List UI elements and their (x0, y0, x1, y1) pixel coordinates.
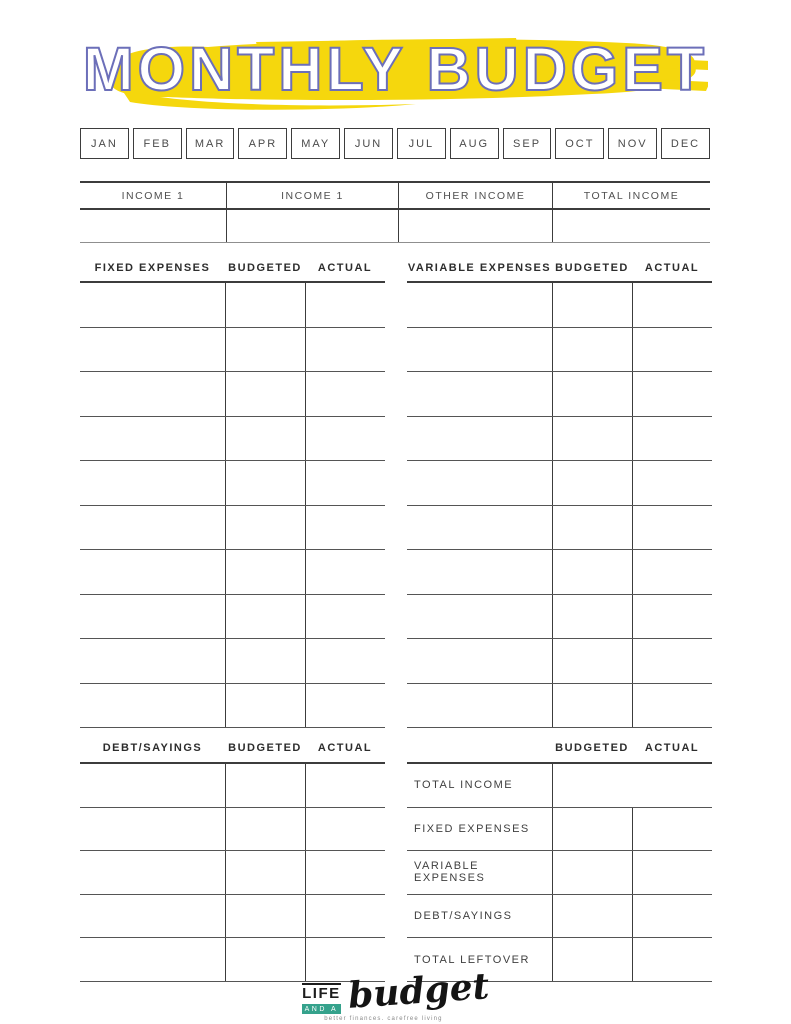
table-row (407, 417, 712, 462)
table-row (407, 639, 712, 684)
month-nov: NOV (608, 128, 657, 159)
name-cell (407, 417, 552, 461)
actual-cell (305, 372, 385, 416)
debt-savings-title: DEBT/SAYINGS (102, 741, 203, 754)
summary-row-label: FIXED EXPENSES (414, 822, 530, 835)
actual-cell (305, 283, 385, 327)
name-cell (80, 639, 225, 683)
name-cell (80, 684, 225, 728)
name-cell (407, 639, 552, 683)
name-cell (80, 595, 225, 639)
month-aug: AUG (450, 128, 499, 159)
table-row (80, 851, 385, 895)
table-row (407, 550, 712, 595)
logo-tagline: better finances. carefree living (324, 1015, 443, 1022)
name-cell (407, 328, 552, 372)
summary-row (407, 764, 712, 808)
actual-column-header: ACTUAL (317, 261, 373, 274)
budgeted-column-header: BUDGETED (228, 741, 302, 754)
table-row (80, 417, 385, 462)
month-dec: DEC (661, 128, 710, 159)
actual-cell (305, 684, 385, 728)
table-row (80, 283, 385, 328)
budgeted-cell (225, 506, 305, 550)
table-row (80, 808, 385, 852)
summary-header (407, 740, 712, 755)
month-jul: JUL (397, 128, 446, 159)
variable-expenses-section (407, 260, 712, 728)
budgeted-cell (552, 506, 632, 550)
brand-logo (0, 965, 791, 1022)
budgeted-cell (552, 328, 632, 372)
summary-row-label: DEBT/SAYINGS (414, 910, 513, 923)
total-income-value-cell (553, 210, 710, 242)
actual-cell (305, 461, 385, 505)
budgeted-cell (552, 808, 632, 851)
name-cell (80, 372, 225, 416)
page-title: MONTHLY BUDGET (82, 35, 709, 103)
summary-grid (407, 762, 712, 982)
debt-savings-grid (80, 762, 385, 982)
month-apr: APR (238, 128, 287, 159)
table-row (80, 372, 385, 417)
actual-column-header: ACTUAL (644, 261, 700, 274)
name-cell (407, 684, 552, 728)
budgeted-cell (225, 461, 305, 505)
table-row (80, 506, 385, 551)
budgeted-column-header: BUDGETED (555, 741, 629, 754)
income-header-1: INCOME 1 (80, 183, 227, 210)
summary-row-label: TOTAL LEFTOVER (414, 953, 530, 966)
name-cell (80, 461, 225, 505)
table-row (407, 684, 712, 729)
table-row (407, 461, 712, 506)
budgeted-cell (225, 283, 305, 327)
fixed-expenses-grid (80, 281, 385, 728)
actual-cell (305, 764, 385, 807)
title-banner (0, 0, 791, 120)
name-cell (407, 506, 552, 550)
table-row (80, 764, 385, 808)
actual-cell (632, 506, 712, 550)
other-income-value-cell (399, 210, 553, 242)
table-row (80, 895, 385, 939)
table-row (407, 372, 712, 417)
name-cell (407, 372, 552, 416)
budgeted-cell (552, 895, 632, 938)
budgeted-cell (552, 417, 632, 461)
actual-cell (632, 851, 712, 894)
name-cell (80, 808, 225, 851)
month-feb: FEB (133, 128, 182, 159)
budgeted-column-header: BUDGETED (228, 261, 302, 274)
debt-savings-section (80, 740, 385, 982)
fixed-expenses-header (80, 260, 385, 275)
variable-expenses-title: VARIABLE EXPENSES (407, 261, 552, 274)
fixed-expenses-title: FIXED EXPENSES (94, 261, 211, 274)
actual-cell (632, 684, 712, 728)
logo-row (302, 965, 491, 1017)
name-cell (407, 550, 552, 594)
income-header-2: INCOME 1 (227, 183, 399, 210)
logo-and-a-badge: AND A (302, 1004, 341, 1014)
variable-expenses-grid (407, 281, 712, 728)
actual-cell (305, 595, 385, 639)
table-row (80, 328, 385, 373)
budgeted-cell (552, 372, 632, 416)
budgeted-cell (225, 328, 305, 372)
actual-cell (305, 808, 385, 851)
summary-row-label: VARIABLE EXPENSES (414, 860, 486, 885)
actual-cell (632, 417, 712, 461)
budgeted-cell (552, 639, 632, 683)
actual-cell (305, 506, 385, 550)
budgeted-cell (225, 550, 305, 594)
name-cell (80, 550, 225, 594)
income-value-cell (227, 210, 399, 242)
budgeted-cell (225, 595, 305, 639)
table-row (407, 595, 712, 640)
table-row (80, 595, 385, 640)
table-row (80, 684, 385, 729)
summary-row (407, 808, 712, 852)
actual-cell (632, 283, 712, 327)
actual-cell (305, 639, 385, 683)
budgeted-column-header: BUDGETED (555, 261, 629, 274)
total-income-header: TOTAL INCOME (553, 183, 710, 210)
budgeted-cell (552, 764, 632, 807)
actual-cell (632, 764, 712, 807)
table-row (407, 328, 712, 373)
budgeted-cell (225, 639, 305, 683)
budgeted-cell (552, 461, 632, 505)
budgeted-cell (225, 764, 305, 807)
month-sep: SEP (503, 128, 552, 159)
month-oct: OCT (555, 128, 604, 159)
summary-row (407, 851, 712, 895)
table-row (80, 639, 385, 684)
logo-life-text: LIFE (302, 985, 341, 1002)
actual-cell (305, 328, 385, 372)
table-row (407, 283, 712, 328)
table-row (80, 550, 385, 595)
actual-cell (632, 328, 712, 372)
actual-cell (305, 895, 385, 938)
fixed-expenses-section (80, 260, 385, 728)
actual-cell (305, 550, 385, 594)
actual-cell (632, 461, 712, 505)
actual-column-header: ACTUAL (317, 741, 373, 754)
budgeted-cell (225, 417, 305, 461)
debt-savings-header (80, 740, 385, 755)
actual-cell (632, 895, 712, 938)
name-cell (80, 764, 225, 807)
summary-row (407, 895, 712, 939)
income-value-cell (80, 210, 227, 242)
budgeted-cell (225, 851, 305, 894)
income-table (80, 181, 710, 243)
table-row (407, 506, 712, 551)
name-cell (80, 283, 225, 327)
actual-cell (632, 639, 712, 683)
name-cell (80, 851, 225, 894)
month-jun: JUN (344, 128, 393, 159)
budgeted-cell (552, 684, 632, 728)
month-row (80, 128, 710, 159)
month-may: MAY (291, 128, 340, 159)
name-cell (80, 895, 225, 938)
actual-cell (632, 372, 712, 416)
actual-column-header: ACTUAL (644, 741, 700, 754)
summary-row-label: TOTAL INCOME (414, 779, 514, 792)
name-cell (80, 417, 225, 461)
name-cell (80, 328, 225, 372)
budgeted-cell (552, 851, 632, 894)
summary-section (407, 740, 712, 982)
actual-cell (305, 417, 385, 461)
budgeted-cell (225, 808, 305, 851)
actual-cell (632, 595, 712, 639)
table-row (80, 461, 385, 506)
budgeted-cell (225, 372, 305, 416)
budgeted-cell (225, 684, 305, 728)
logo-budget-script: budget (346, 965, 491, 1017)
budgeted-cell (552, 550, 632, 594)
month-mar: MAR (186, 128, 235, 159)
actual-cell (305, 851, 385, 894)
logo-life-block (302, 983, 341, 1014)
name-cell (407, 283, 552, 327)
name-cell (407, 461, 552, 505)
other-income-header: OTHER INCOME (399, 183, 553, 210)
name-cell (80, 506, 225, 550)
budgeted-cell (552, 595, 632, 639)
variable-expenses-header (407, 260, 712, 275)
month-jan: JAN (80, 128, 129, 159)
name-cell (407, 595, 552, 639)
budgeted-cell (552, 283, 632, 327)
budgeted-cell (225, 895, 305, 938)
actual-cell (632, 550, 712, 594)
actual-cell (632, 808, 712, 851)
